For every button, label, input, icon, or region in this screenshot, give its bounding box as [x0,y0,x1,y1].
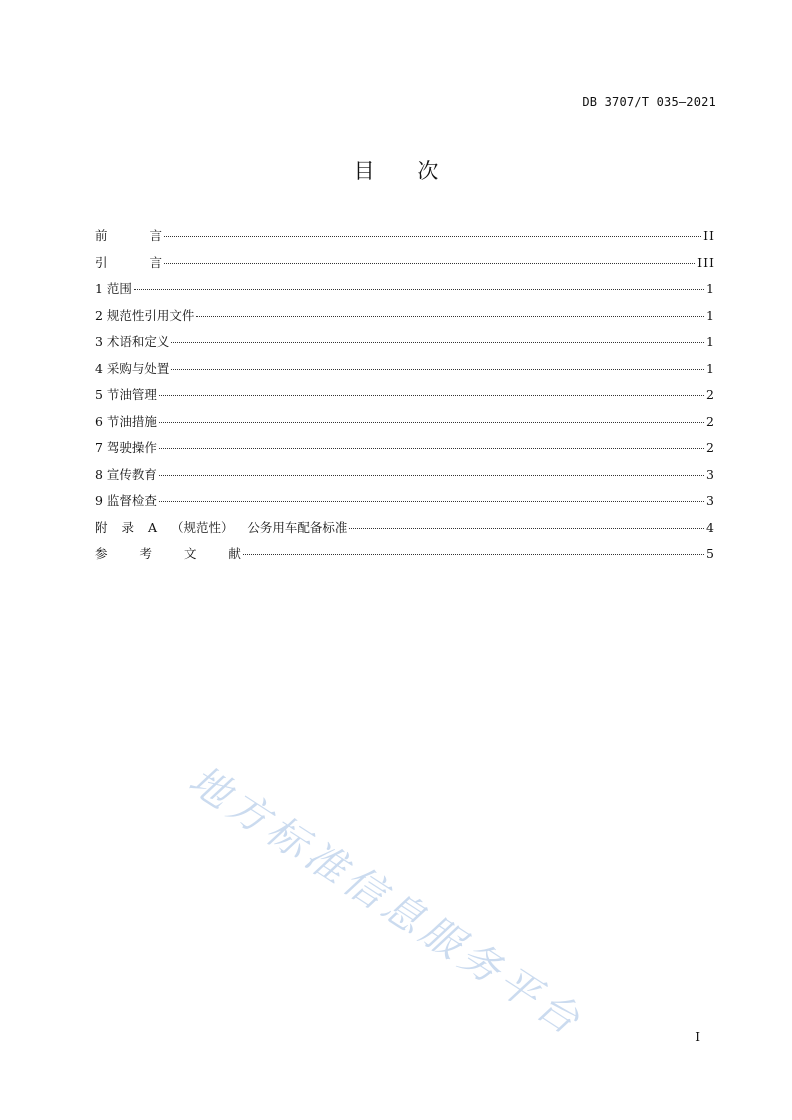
toc-dot-leader [164,263,695,264]
toc-dot-leader [171,342,704,343]
page-title-char-1: 目 [353,159,375,183]
page-title-char-2: 次 [417,159,439,183]
toc-page-number: 3 [706,466,715,482]
toc-page-number: 4 [706,519,715,535]
page-number: I [695,1030,700,1044]
toc-dot-leader [159,422,704,423]
toc-dot-leader [159,395,704,396]
toc-entry-appendix-a[interactable] [95,518,715,545]
toc-entry-label: 前言 [95,228,163,243]
toc-entry-label: 2 规范性引用文件 [95,307,195,323]
toc-entry-label: 9 监督检查 [95,493,157,508]
toc-entry-label: 3 术语和定义 [95,334,170,349]
toc-entry-label: 8 宣传教育 [95,466,157,482]
toc-entry-label: 引言 [95,254,163,270]
toc-entry-supervision[interactable] [95,491,715,518]
toc-entry-introduction[interactable] [95,253,715,280]
toc-page-number: 3 [706,493,715,508]
toc-entry-fuel-management[interactable] [95,385,715,412]
toc-entry-fuel-measures[interactable] [95,412,715,439]
page-title [0,155,792,185]
toc-entry-procurement[interactable] [95,359,715,386]
toc-entry-label: 1 范围 [95,281,132,296]
toc-entry-terms-definitions[interactable] [95,332,715,359]
toc-entry-bibliography[interactable] [95,544,715,571]
toc-page-number: 2 [706,387,715,402]
table-of-contents [95,226,715,571]
toc-entry-scope[interactable] [95,279,715,306]
toc-page-number: 2 [706,440,715,455]
toc-entry-driving-operation[interactable] [95,438,715,465]
toc-page-number: 1 [706,307,715,323]
toc-dot-leader [196,316,704,317]
toc-page-number: 2 [706,413,715,429]
toc-entry-label: 4 采购与处置 [95,360,170,376]
toc-page-number: III [697,254,715,270]
toc-page-number: 1 [706,334,715,349]
toc-dot-leader [349,528,704,529]
toc-page-number: II [703,228,715,243]
toc-dot-leader [164,236,701,237]
toc-dot-leader [243,554,704,555]
toc-dot-leader [159,475,704,476]
toc-entry-label: 参 考 文 献 [95,546,241,561]
toc-page-number: 5 [706,546,715,561]
toc-dot-leader [159,501,704,502]
toc-entry-label: 附 录 A （规范性） 公务用车配备标准 [95,519,348,535]
toc-entry-publicity-education[interactable] [95,465,715,492]
toc-entry-foreword[interactable] [95,226,715,253]
toc-entry-label: 5 节油管理 [95,387,157,402]
toc-dot-leader [171,369,704,370]
toc-page-number: 1 [706,281,715,296]
document-code: DB 3707/T 035—2021 [582,95,716,109]
watermark: 地方标准信息服务平台 [180,757,592,1047]
toc-page-number: 1 [706,360,715,376]
toc-dot-leader [159,448,704,449]
toc-entry-label: 7 驾驶操作 [95,440,157,455]
toc-entry-normative-references[interactable] [95,306,715,333]
toc-dot-leader [134,289,704,290]
toc-entry-label: 6 节油措施 [95,413,157,429]
